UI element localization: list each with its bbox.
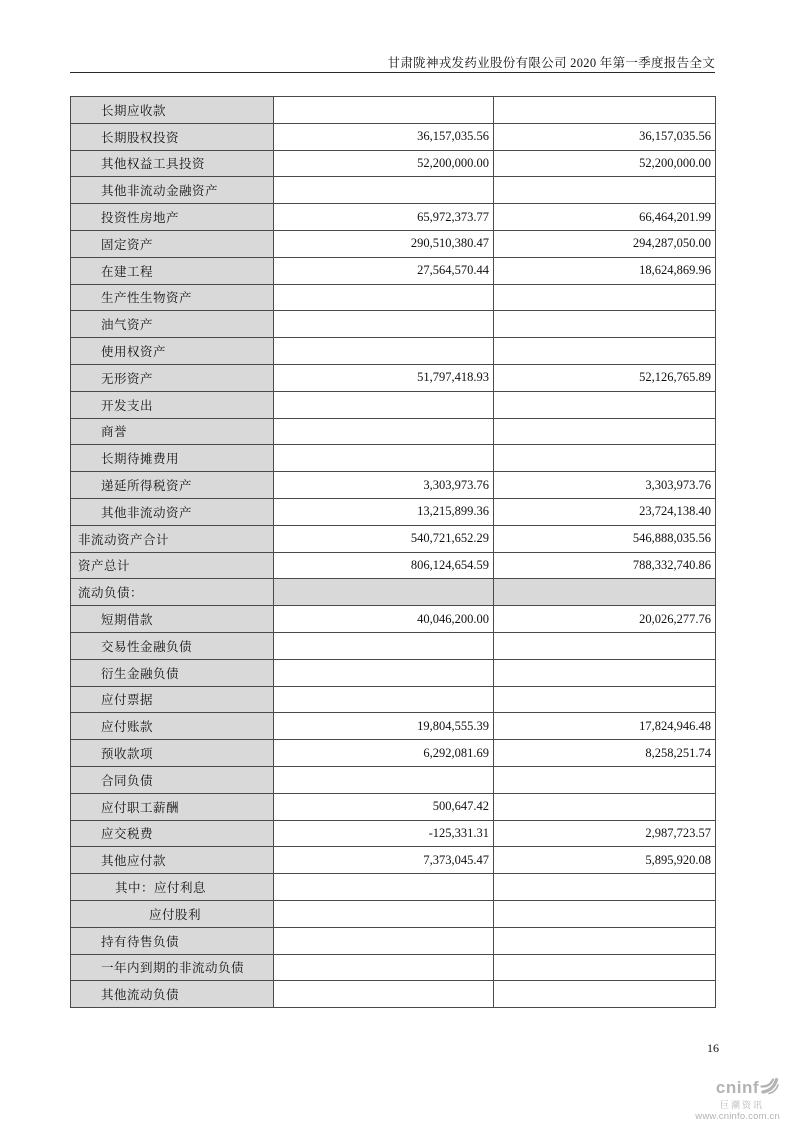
amount-col-1: 40,046,200.00 — [274, 606, 494, 633]
amount-col-2 — [494, 900, 716, 927]
row-label: 衍生金融负债 — [71, 659, 274, 686]
amount-col-2: 18,624,869.96 — [494, 257, 716, 284]
table-row — [71, 123, 716, 150]
table-row — [71, 579, 716, 606]
table-row — [71, 820, 716, 847]
row-label: 其中：应付利息 — [71, 874, 274, 901]
row-label: 油气资产 — [71, 311, 274, 338]
row-label: 交易性金融负债 — [71, 632, 274, 659]
table-row — [71, 177, 716, 204]
amount-col-1: 806,124,654.59 — [274, 552, 494, 579]
row-label: 持有待售负债 — [71, 927, 274, 954]
amount-col-1 — [274, 981, 494, 1008]
row-label: 其他非流动资产 — [71, 498, 274, 525]
table-row — [71, 686, 716, 713]
page-header-title: 甘肃陇神戎发药业股份有限公司 2020 年第一季度报告全文 — [387, 56, 715, 70]
header-divider — [70, 72, 715, 73]
amount-col-1 — [274, 445, 494, 472]
amount-col-1 — [274, 927, 494, 954]
amount-col-2 — [494, 391, 716, 418]
row-label: 固定资产 — [71, 230, 274, 257]
amount-col-2 — [494, 874, 716, 901]
table-row — [71, 606, 716, 633]
table-row — [71, 713, 716, 740]
row-label: 使用权资产 — [71, 338, 274, 365]
amount-col-1 — [274, 659, 494, 686]
amount-col-2: 36,157,035.56 — [494, 123, 716, 150]
row-label: 长期应收款 — [71, 97, 274, 124]
cninfo-brand-text: cninf — [715, 1078, 759, 1098]
table-row — [71, 364, 716, 391]
amount-col-2 — [494, 445, 716, 472]
row-label: 在建工程 — [71, 257, 274, 284]
amount-col-1: 3,303,973.76 — [274, 472, 494, 499]
balance-sheet-body — [71, 97, 716, 1008]
table-row — [71, 981, 716, 1008]
table-row — [71, 525, 716, 552]
amount-col-2 — [494, 793, 716, 820]
table-row — [71, 418, 716, 445]
table-row — [71, 284, 716, 311]
amount-col-2: 66,464,201.99 — [494, 204, 716, 231]
balance-sheet-table — [70, 96, 716, 1008]
row-label: 长期股权投资 — [71, 123, 274, 150]
amount-col-2: 546,888,035.56 — [494, 525, 716, 552]
amount-col-1 — [274, 874, 494, 901]
row-label: 应付职工薪酬 — [71, 793, 274, 820]
amount-col-2: 8,258,251.74 — [494, 740, 716, 767]
table-row — [71, 498, 716, 525]
cninfo-logo — [695, 1077, 780, 1122]
amount-col-1: 51,797,418.93 — [274, 364, 494, 391]
amount-col-2 — [494, 632, 716, 659]
table-row — [71, 927, 716, 954]
amount-col-1 — [274, 766, 494, 793]
row-label: 递延所得税资产 — [71, 472, 274, 499]
amount-col-2: 20,026,277.76 — [494, 606, 716, 633]
table-row — [71, 338, 716, 365]
row-label: 一年内到期的非流动负债 — [71, 954, 274, 981]
row-label: 长期待摊费用 — [71, 445, 274, 472]
row-label: 商誉 — [71, 418, 274, 445]
cninfo-brand-row — [695, 1077, 780, 1100]
row-label: 其他应付款 — [71, 847, 274, 874]
amount-col-2: 52,200,000.00 — [494, 150, 716, 177]
amount-col-1 — [274, 900, 494, 927]
amount-col-1: 52,200,000.00 — [274, 150, 494, 177]
amount-col-1 — [274, 177, 494, 204]
cninfo-website-url: www.cninfo.com.cn — [695, 1111, 780, 1122]
row-label: 生产性生物资产 — [71, 284, 274, 311]
amount-col-2 — [494, 927, 716, 954]
row-label: 预收款项 — [71, 740, 274, 767]
table-row — [71, 847, 716, 874]
table-row — [71, 257, 716, 284]
row-label: 应付股利 — [71, 900, 274, 927]
amount-col-1: 540,721,652.29 — [274, 525, 494, 552]
amount-col-2 — [494, 97, 716, 124]
amount-col-1: 65,972,373.77 — [274, 204, 494, 231]
table-row — [71, 391, 716, 418]
amount-col-2 — [494, 981, 716, 1008]
amount-col-1 — [274, 284, 494, 311]
table-row — [71, 793, 716, 820]
row-label: 应交税费 — [71, 820, 274, 847]
amount-col-1 — [274, 338, 494, 365]
table-row — [71, 230, 716, 257]
table-row — [71, 900, 716, 927]
amount-col-1 — [274, 632, 494, 659]
amount-col-1 — [274, 97, 494, 124]
table-row — [71, 632, 716, 659]
table-row — [71, 97, 716, 124]
amount-col-2 — [494, 659, 716, 686]
cninfo-chinese-name: 巨潮资讯 — [719, 1099, 764, 1110]
amount-col-2 — [494, 766, 716, 793]
table-row — [71, 552, 716, 579]
amount-col-2: 788,332,740.86 — [494, 552, 716, 579]
amount-col-2: 294,287,050.00 — [494, 230, 716, 257]
table-row — [71, 445, 716, 472]
table-row — [71, 874, 716, 901]
row-label: 合同负债 — [71, 766, 274, 793]
amount-col-1 — [274, 391, 494, 418]
amount-col-2: 17,824,946.48 — [494, 713, 716, 740]
row-label: 其他流动负债 — [71, 981, 274, 1008]
amount-col-1 — [274, 418, 494, 445]
row-label: 开发支出 — [71, 391, 274, 418]
amount-col-1: 7,373,045.47 — [274, 847, 494, 874]
row-label: 投资性房地产 — [71, 204, 274, 231]
row-label: 其他权益工具投资 — [71, 150, 274, 177]
amount-col-1: 19,804,555.39 — [274, 713, 494, 740]
table-row — [71, 766, 716, 793]
amount-col-2: 2,987,723.57 — [494, 820, 716, 847]
amount-col-2 — [494, 954, 716, 981]
cninfo-swirl-icon — [760, 1077, 780, 1100]
amount-col-2: 23,724,138.40 — [494, 498, 716, 525]
amount-col-2 — [494, 311, 716, 338]
amount-col-1: 13,215,899.36 — [274, 498, 494, 525]
amount-col-2: 52,126,765.89 — [494, 364, 716, 391]
row-label: 资产总计 — [71, 552, 274, 579]
table-row — [71, 150, 716, 177]
table-row — [71, 659, 716, 686]
amount-col-1: 27,564,570.44 — [274, 257, 494, 284]
amount-col-1: 290,510,380.47 — [274, 230, 494, 257]
amount-col-2 — [494, 579, 716, 606]
row-label: 应付账款 — [71, 713, 274, 740]
amount-col-1: 6,292,081.69 — [274, 740, 494, 767]
table-row — [71, 954, 716, 981]
row-label: 其他非流动金融资产 — [71, 177, 274, 204]
row-label: 无形资产 — [71, 364, 274, 391]
page-number: 16 — [707, 1041, 719, 1055]
amount-col-1 — [274, 686, 494, 713]
amount-col-1: 36,157,035.56 — [274, 123, 494, 150]
amount-col-1 — [274, 311, 494, 338]
row-label: 非流动资产合计 — [71, 525, 274, 552]
table-row — [71, 472, 716, 499]
amount-col-1 — [274, 954, 494, 981]
row-label: 短期借款 — [71, 606, 274, 633]
amount-col-1: -125,331.31 — [274, 820, 494, 847]
amount-col-2 — [494, 686, 716, 713]
amount-col-2 — [494, 177, 716, 204]
table-row — [71, 740, 716, 767]
amount-col-2 — [494, 418, 716, 445]
amount-col-2: 5,895,920.08 — [494, 847, 716, 874]
amount-col-1: 500,647.42 — [274, 793, 494, 820]
amount-col-2: 3,303,973.76 — [494, 472, 716, 499]
amount-col-2 — [494, 284, 716, 311]
table-row — [71, 311, 716, 338]
amount-col-2 — [494, 338, 716, 365]
amount-col-1 — [274, 579, 494, 606]
table-row — [71, 204, 716, 231]
row-label: 流动负债： — [71, 579, 274, 606]
row-label: 应付票据 — [71, 686, 274, 713]
